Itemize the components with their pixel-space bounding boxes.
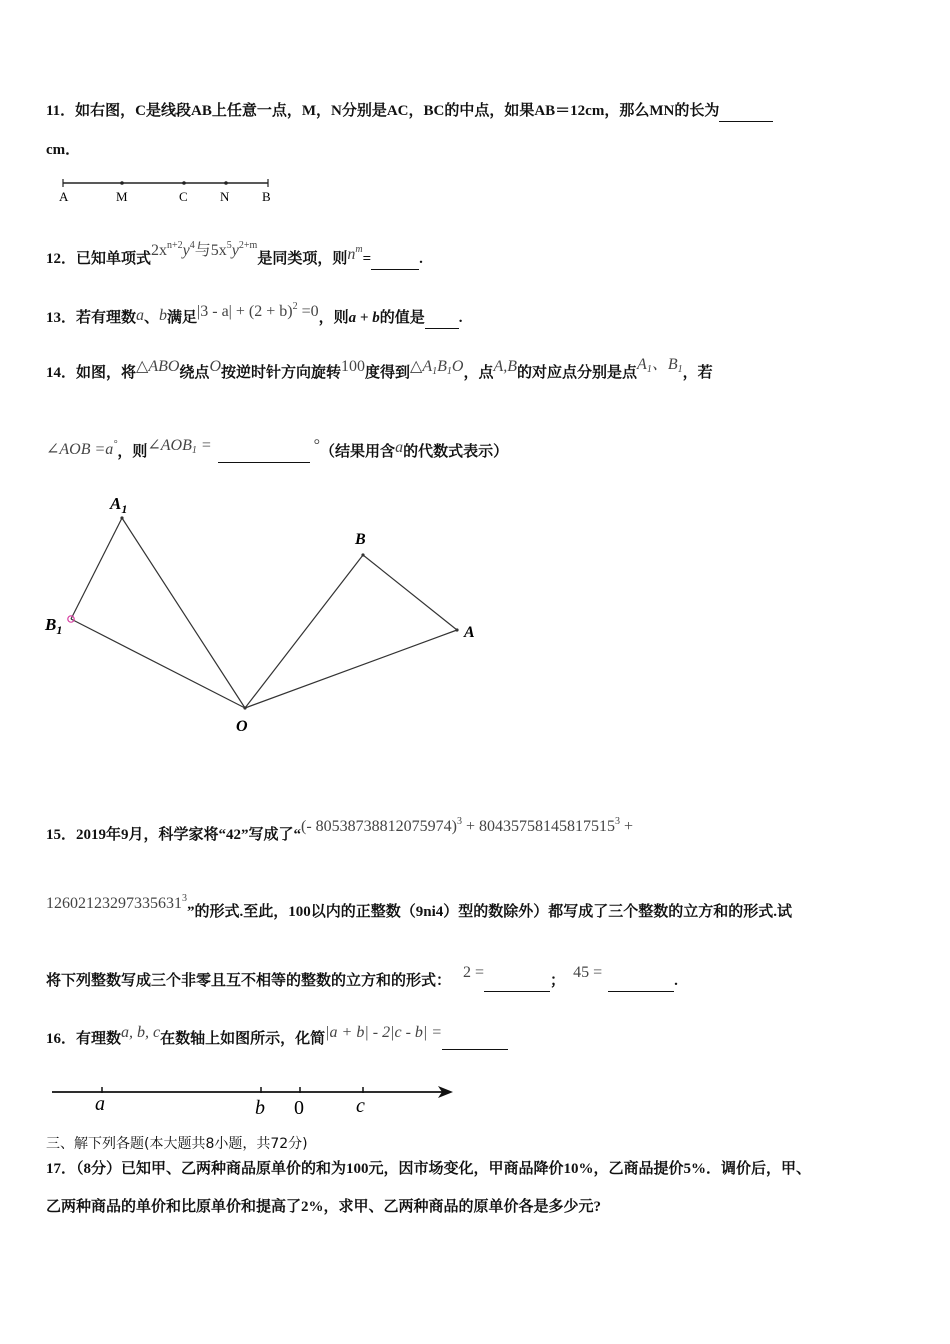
- q11-unit: cm．: [46, 142, 81, 158]
- q14-angle-given: ∠AOB =a°: [46, 439, 118, 458]
- q16-line: 16．有理数a, b, c在数轴上如图所示，化简|a + b| - 2|c - b| =: [46, 1029, 508, 1050]
- q11-answer-blank[interactable]: [719, 101, 773, 122]
- fig-label-o: O: [236, 718, 248, 735]
- fig-label-a1: $A_1$: [110, 494, 128, 516]
- q14-prefix: 14．如图，将: [46, 365, 137, 381]
- point-label-m: M: [116, 189, 128, 204]
- q12-power: $n^m$: [347, 244, 363, 263]
- q13-a-plus-b: a + b: [348, 310, 380, 326]
- q12-line: 12．已知单项式$2x^{n+2}y^4$与$5x^5y^{2+m}$是同类项，则$n^m=$ .: [46, 244, 423, 270]
- section3-heading: 三、解下列各题(本大题共8小题，共72分): [46, 1136, 308, 1152]
- segment-o-a: [245, 630, 457, 708]
- q12-mono1: $2x^{n+2}y^4$与$5x^5y^{2+m}$: [151, 240, 258, 259]
- axis-label-a: a: [95, 1093, 105, 1115]
- q13-prefix: 13．若有理数: [46, 310, 137, 326]
- q14-rotation-figure: [40, 488, 500, 744]
- q15-line2: [46, 893, 793, 922]
- segment-a1-o: [122, 518, 245, 708]
- q11-segment-figure: [50, 175, 290, 209]
- q16-answer-blank[interactable]: [442, 1029, 508, 1050]
- q17-line2: 乙两种商品的单价和比原单价和提高了2%，求甲、乙两种商品的原单价各是多少元?: [46, 1199, 602, 1215]
- q15-line2-text: ”的形式.至此，100以内的正整数（9ni4）型的数除外）都写成了三个整数的立方和的形式.试: [187, 904, 793, 920]
- q13-answer-blank[interactable]: [425, 308, 459, 329]
- q15-answer-blank-45[interactable]: [608, 971, 674, 992]
- q14-angle-asked: $\angle AOB_1$ =: [147, 437, 212, 456]
- q15-prefix: 15．2019年9月，科学家将“42”写成了“: [46, 827, 302, 843]
- q13-line: 13．若有理数a、b满足$|3 - a| + (2 + b)^2 =0$，则a + b的值是 .: [46, 303, 462, 329]
- q15-answer-blank-2[interactable]: [484, 971, 550, 992]
- point-label-c: C: [179, 189, 188, 204]
- q13-condition: $|3 - a| + (2 + b)^2 =0$: [197, 301, 319, 320]
- q16-prefix: 16．有理数: [46, 1031, 122, 1047]
- q11-text: 11．如右图，C是线段AB上任意一点，M，N分别是AC，BC的中点，如果AB＝12cm，那么MN的长为: [46, 103, 720, 119]
- q15-line3: 将下列整数写成三个非零且互不相等的整数的立方和的形式： 2 = ； 45 = .: [46, 971, 678, 992]
- q12-prefix: 12．已知单项式: [46, 251, 152, 267]
- segment-o-b: [245, 555, 363, 708]
- point-label-a: A: [59, 189, 69, 204]
- q16-expression: |a + b| - 2|c - b| =: [325, 1024, 443, 1041]
- fig-label-b: B: [355, 531, 366, 548]
- q16-number-line: [50, 1078, 460, 1118]
- q15-sum-part2: 12602123297335631$^3$: [46, 893, 187, 912]
- segment-b-a: [363, 555, 457, 630]
- segment-b1-a1: [71, 518, 122, 619]
- q12-middle: 是同类项，则: [257, 251, 348, 267]
- axis-label-c: c: [356, 1095, 365, 1117]
- fig-label-a: A: [464, 624, 475, 641]
- segment-b1-o: [71, 619, 245, 708]
- point-label-b: B: [262, 189, 271, 204]
- q14-answer-blank[interactable]: [218, 442, 310, 463]
- q12-answer-blank[interactable]: [371, 249, 419, 270]
- q17-line1: 17．（8分）已知甲、乙两种商品原单价的和为100元，因市场变化，甲商品降价10%，乙商品提价5%．调价后，甲、: [46, 1161, 812, 1177]
- q14-line1: 14．如图，将△ABO绕点O按逆时针方向旋转100度得到$\triangle A_1B_1O$，点A,B的对应点分别是点$A_1$、$B_1$，若: [46, 356, 713, 381]
- axis-label-zero: 0: [294, 1097, 304, 1118]
- axis-label-b: b: [255, 1097, 265, 1118]
- q14-line2: ∠AOB =a°，则$\angle AOB_1$ = °（结果用含a的代数式表示）: [46, 437, 508, 467]
- fig-label-b1: $B_1$: [45, 615, 63, 637]
- q14-tri1: $\triangle A_1B_1O$: [410, 358, 464, 377]
- point-label-n: N: [220, 189, 230, 204]
- q15-line3-text: 将下列整数写成三个非零且互不相等的整数的立方和的形式：: [46, 973, 452, 989]
- q15-line1: [46, 816, 634, 845]
- q15-sum-part1: (- $80538738812075974)^3 + 80435758145817515^3$ +: [301, 816, 634, 835]
- q11-line1: [46, 101, 773, 122]
